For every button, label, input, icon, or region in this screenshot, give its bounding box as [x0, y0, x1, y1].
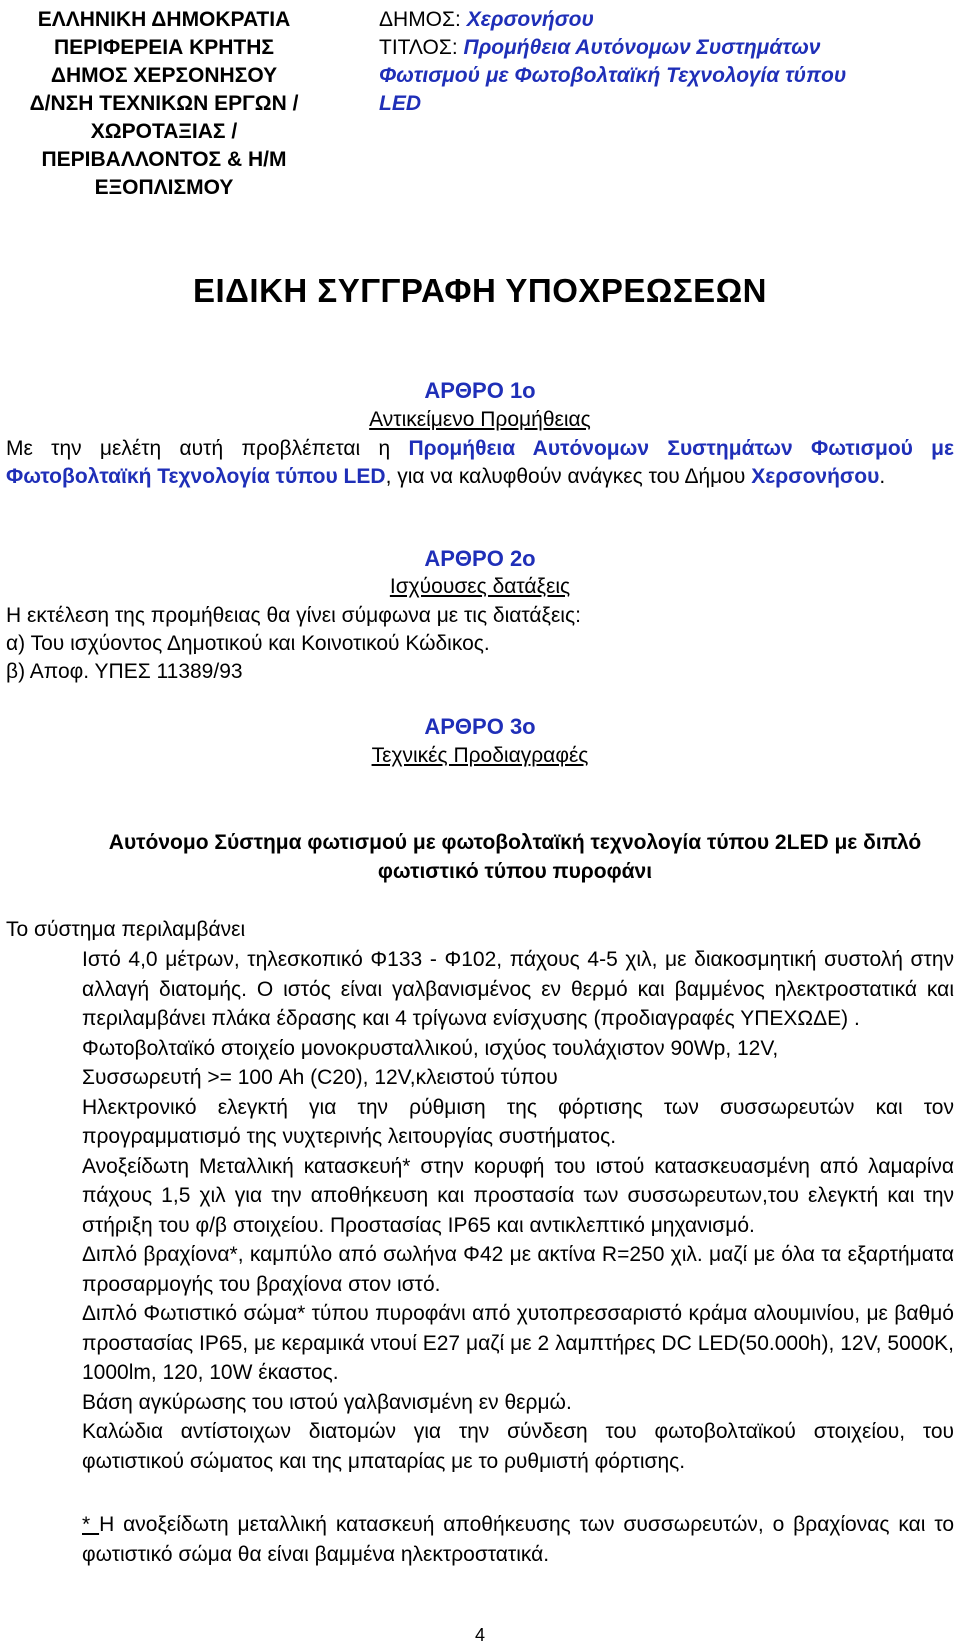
system-heading — [60, 828, 960, 886]
spec-item-anchor-base: Βάση αγκύρωσης του ιστού γαλβανισμένη εν θερμώ. — [82, 1390, 572, 1414]
article2-heading: ΑΡΘΡΟ 2ο — [424, 546, 536, 571]
municipality-label: ΔΗΜΟΣ: — [379, 8, 461, 31]
title-line — [379, 34, 939, 62]
title-value-line3: LED — [379, 92, 421, 115]
footnote-text: Η ανοξείδωτη μεταλλική κατασκευή αποθήκευσης των συσσωρευτών, ο βραχίονας και το φωτιστικό σώμα θα είναι βαμμένα ηλεκτροστατικά. — [82, 1513, 954, 1566]
article1-text — [6, 435, 954, 491]
org-line: ΔΗΜΟΣ ΧΕΡΣΟΝΗΣΟΥ — [50, 64, 278, 87]
org-line: ΕΛΛΗΝΙΚΗ ΔΗΜΟΚΡΑΤΙΑ — [37, 8, 291, 31]
org-line: ΠΕΡΙΒΑΛΛΟΝΤΟΣ & Η/Μ — [41, 148, 287, 171]
spec-item-battery: Συσσωρευτή >= 100 Ah (C20), 12V,κλειστού τύπου — [82, 1066, 558, 1089]
footnote-mark: * — [82, 1513, 100, 1536]
spec-item-controller: Ηλεκτρονικό ελεγκτή για την ρύθμιση της φόρτισης των συσσωρευτών και τον προγραμματισμό της νυχτερινής λειτουργίας συστήματος. — [82, 1095, 954, 1148]
system-heading-line2: φωτιστικό τύπου πυροφάνι — [377, 860, 653, 883]
spec-item-bracket: Διπλό βραχίονα*, καμπύλο από σωλήνα Φ42 με ακτίνα R=250 χιλ. μαζί με όλα τα εξαρτήματα προσαρμογής του βραχίονα στον ιστό. — [82, 1243, 954, 1296]
municipality-value: Χερσονήσου — [466, 8, 594, 31]
article2-subtitle: Ισχύουσες δατάξεις — [389, 575, 571, 598]
project-header — [379, 6, 939, 118]
article3-subtitle: Τεχνικές Προδιαγραφές — [371, 744, 589, 767]
spec-item-mast: Ιστό 4,0 μέτρων, τηλεσκοπικό Φ133 - Φ102, πάχους 4-5 χιλ, με διακοσμητική συστολή στην αλλαγή διατομής. Ο ιστός είναι γαλβανισμένος εν θερμό και βαμμένος ηλεκτροστατικά και περιλαμβάνει πλάκα έδρασης και 4 τρίγωνα ενίσχυσης (προδιαγραφές ΥΠΕΧΩΔΕ) . — [82, 948, 954, 1030]
title-value-line2: Φωτισμού με Φωτοβολταϊκή Τεχνολογία τύπου — [379, 64, 847, 87]
article1-text-middle: , για να καλυφθούν ανάγκες του Δήμου — [385, 465, 752, 488]
title-label: ΤΙΤΛΟΣ: — [379, 36, 458, 59]
title-value-line1: Προμήθεια Αυτόνομων Συστημάτων — [463, 36, 821, 59]
org-line: ΠΕΡΙΦΕΡΕΙΑ ΚΡΗΤΗΣ — [53, 36, 275, 59]
article1-subtitle: Αντικείμενο Προμήθειας — [369, 408, 591, 431]
article1-heading: ΑΡΘΡΟ 1ο — [424, 378, 536, 403]
article1-text-highlight: Προμήθεια Αυτόνομων Συστημάτων Φωτισμού με Φωτοβολταϊκή Τεχνολογία τύπου LED — [6, 437, 954, 488]
article2-intro: Η εκτέλεση της προμήθειας θα γίνει σύμφωνα με τις διατάξεις: — [6, 604, 581, 627]
article2-item-b: β) Αποφ. ΥΠΕΣ 11389/93 — [6, 660, 243, 683]
spec-item-luminaire: Διπλό Φωτιστικό σώμα* τύπου πυροφάνι από χυτοπρεσσαριστό κράμα αλουμινίου, με βαθμό προστασίας IP65, με κεραμικά ντουί Ε27 μαζί με 2 λαμπτήρες DC LED(50.000h), 12V, 5000K, 1000lm, 120, 10W έκαστος. — [82, 1302, 954, 1384]
org-line: Δ/ΝΣΗ ΤΕΧΝΙΚΩΝ ΕΡΓΩΝ / — [29, 92, 299, 115]
spec-item-enclosure: Ανοξείδωτη Μεταλλική κατασκευή* στην κορυφή του ιστού κατασκευασμένη από λαμαρίνα πάχους 1,5 χιλ για την αποθήκευση και προστασία των συσσωρευτων,του ελεγκτή και την στήριξη του φ/β στοιχείου. Προστασίας IP65 και αντικλεπτικό μηχανισμό. — [82, 1154, 954, 1237]
footnote — [82, 1510, 954, 1569]
document-title: ΕΙΔΙΚΗ ΣΥΓΓΡΑΦΗ ΥΠΟΧΡΕΩΣΕΩΝ — [193, 272, 767, 309]
article1-text-highlight2: Χερσονήσου — [751, 465, 880, 488]
article3-heading: ΑΡΘΡΟ 3ο — [424, 714, 536, 739]
spec-list — [82, 945, 954, 1476]
article1-text-end: . — [879, 465, 886, 488]
org-line: ΕΞΟΠΛΙΣΜΟΥ — [94, 176, 234, 199]
article2-item-a: α) Του ισχύοντος Δημοτικού και Κοινοτικού Κώδικος. — [6, 632, 490, 655]
organization-header — [14, 6, 314, 202]
municipality-line — [379, 6, 939, 34]
spec-item-cables: Καλώδια αντίστοιχων διατομών για την σύνδεση του φωτοβολταϊκού στοιχείου, του φωτιστικού σώματος και της μπαταρίας με το ρυθμιστή φόρτισης. — [82, 1420, 954, 1473]
article1-text-before: Με την μελέτη αυτή προβλέπεται η — [6, 437, 409, 460]
spec-item-pv-module: Φωτοβολταϊκό στοιχείο μονοκρυσταλλικού, ισχύος τουλάχιστον 90Wp, 12V, — [82, 1036, 779, 1060]
page-number: 4 — [474, 1625, 485, 1645]
org-line: ΧΩΡΟΤΑΞΙΑΣ / — [90, 120, 238, 143]
system-includes-label: Το σύστημα περιλαμβάνει — [6, 918, 246, 941]
system-heading-line1: Αυτόνομο Σύστημα φωτισμού με φωτοβολταϊκή τεχνολογία τύπου 2LED με διπλό — [108, 831, 922, 854]
